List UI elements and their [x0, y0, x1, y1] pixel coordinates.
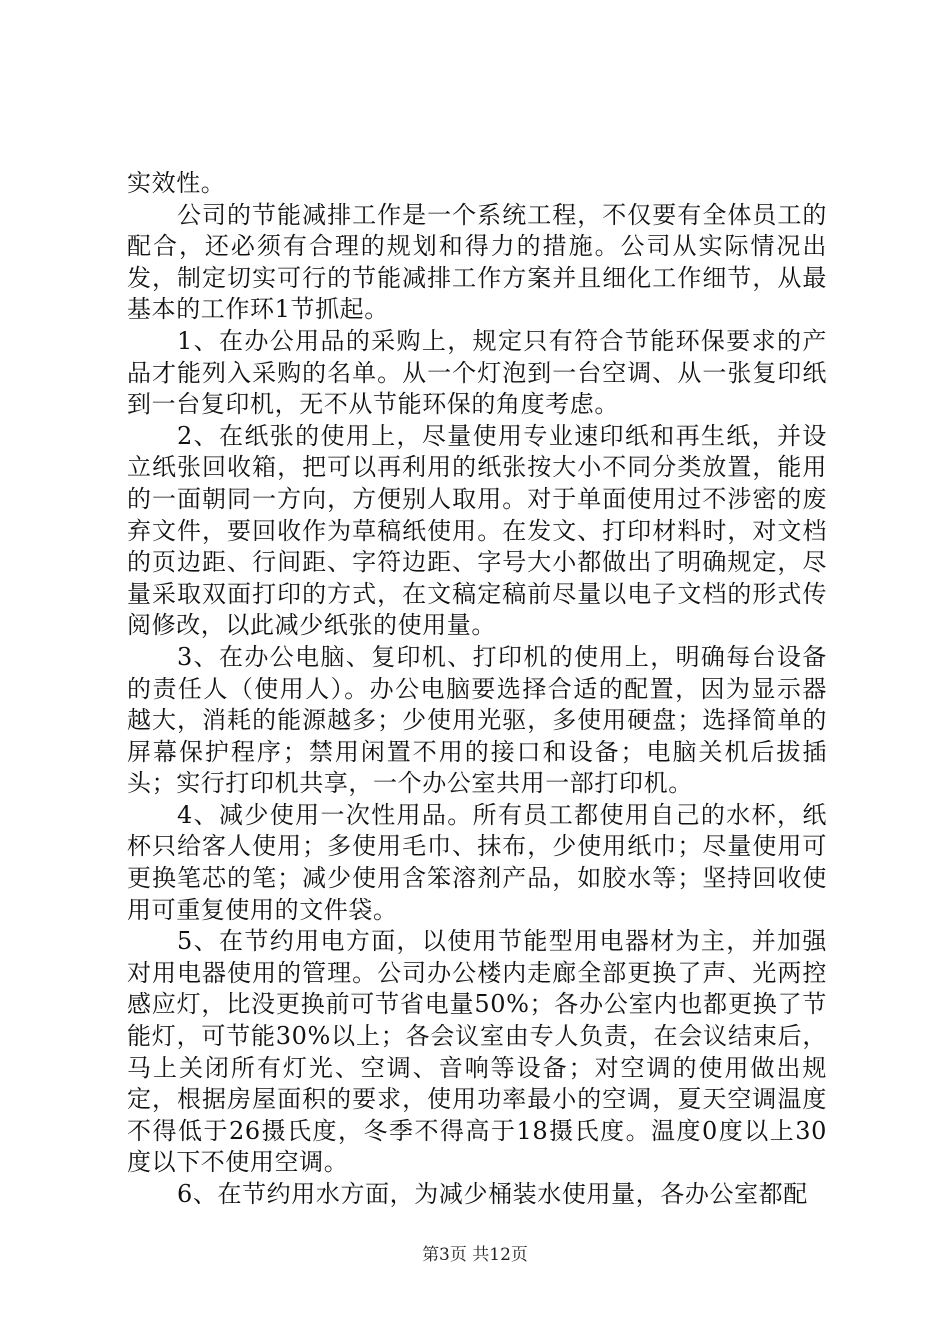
paragraph-continuation: 实效性。 [127, 169, 226, 197]
paragraph-item-5: 5、在节约用电方面，以使用节能型用电器材为主，并加强对用电器使用的管理。公司办公楼内走廊全部更换了声、光两控感应灯，比没更换前可节省电量50%；各办公室内也都更换了节能灯，可节能30%以上；各会议室由专人负责，在会议结束后，马上关闭所有灯光、空调、音响等设备；对空调的使用做出规定，根据房屋面积的要求，使用功率最小的空调，夏天空调温度不得低于26摄氏度，冬季不得高于18摄氏度。温度0度以上30度以下不使用空调。 [127, 927, 827, 1177]
paragraph-item-1: 1、在办公用品的采购上，规定只有符合节能环保要求的产品才能列入采购的名单。从一个灯泡到一台空调、从一张复印纸到一台复印机，无不从节能环保的角度考虑。 [127, 326, 827, 419]
document-body [127, 168, 827, 1211]
paragraph-intro: 公司的节能减排工作是一个系统工程，不仅要有全体员工的配合，还必须有合理的规划和得力的措施。公司从实际情况出发，制定切实可行的节能减排工作方案并且细化工作细节，从最基本的工作环1节抓起。 [127, 200, 827, 324]
paragraph-item-3: 3、在办公电脑、复印机、打印机的使用上，明确每台设备的责任人（使用人）。办公电脑要选择合适的配置，因为显示器越大，消耗的能源越多；少使用光驱，多使用硬盘；选择简单的屏幕保护程序；禁用闲置不用的接口和设备；电脑关机后拔插头；实行打印机共享，一个办公室共用一部打印机。 [127, 642, 827, 798]
paragraph-item-2: 2、在纸张的使用上，尽量使用专业速印纸和再生纸，并设立纸张回收箱，把可以再利用的纸张按大小不同分类放置，能用的一面朝同一方向，方便别人取用。对于单面使用过不涉密的废弃文件，要回收作为草稿纸使用。在发文、打印材料时，对文档的页边距、行间距、字符边距、字号大小都做出了明确规定，尽量采取双面打印的方式，在文稿定稿前尽量以电子文档的形式传阅修改，以此减少纸张的使用量。 [127, 421, 827, 640]
page-number-footer: 第3页 共12页 [422, 1245, 528, 1265]
paragraph-item-6: 6、在节约用水方面，为减少桶装水使用量，各办公室都配 [177, 1180, 808, 1208]
paragraph-item-4: 4、减少使用一次性用品。所有员工都使用自己的水杯，纸杯只给客人使用；多使用毛巾、抹布，少使用纸巾；尽量使用可更换笔芯的笔；减少使用含笨溶剂产品，如胶水等；坚持回收使用可重复使用的文件袋。 [127, 800, 827, 924]
